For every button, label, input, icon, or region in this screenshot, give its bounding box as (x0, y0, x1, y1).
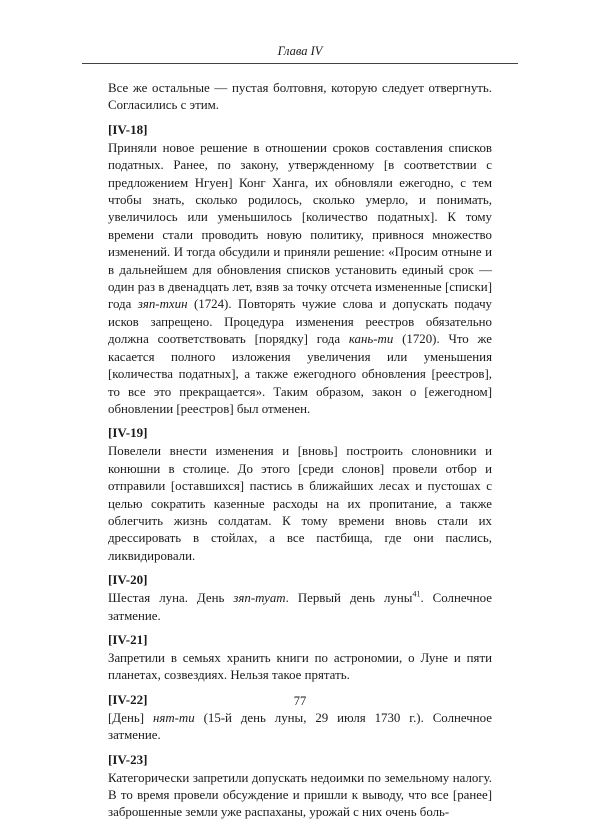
entry-heading-iv-21: [IV-21] (108, 631, 148, 647)
entry-text-iv-18: Приняли новое решение в отношении сроков составления списков податных. Ранее, по закону, утвержденному [в соответствии с предложением Нгуен] Конг Ханга, их обновляли ежегодно, с тем чтобы знать, сколько родилось, сколько умерло, и понимать, увеличилось или уменьшилось [количество податных]. К тому времени стали проводить новую политику, привнося множество изменений. И тогда обсудили и приняли решение: «Просим отныне и в дальнейшем для обновления списков установить единый срок — один раз в двенадцать лет, взяв за точку отсчета измененные [списки] года зяп-тхин (1724). Повторять чужие слова и допускать подачу исков запрещено. Процедура изменения реестров обязательно должна соответствовать [порядку] года кань-ти (1720). Что же касается полного изложения увеличения или уменьшения [количества податных], а также ежегодного обновления [реестров], то все это прекращается». Таким образом, закон о [ежегодном] обновлении [реестров] был отменен. (108, 140, 492, 416)
entry-heading-iv-23: [IV-23] (108, 751, 148, 767)
page-number: 77 (293, 694, 307, 708)
entry-heading-iv-18: [IV-18] (108, 121, 148, 137)
entry-text-iv-22: [День] нят-ти (15-й день луны, 29 июля 1730 г.). Солнечное затмение. (108, 710, 493, 743)
entry-heading-iv-20: [IV-20] (108, 572, 148, 588)
header-rule (82, 63, 518, 64)
entry-text-iv-21: Запретили в семьях хранить книги по астрономии, о Луне и пяти планетах, созвездиях. Нельзя такое прятать. (108, 650, 492, 683)
entry-text-iv-19: Повелели внести изменения и [вновь] построить слоновники и конюшни в столице. До этого [среди слонов] провели отбор и отправили [оставшихся] пастись в ближайших лесах и пустошах с целью сократить казенные расходы на их пропитание, а также облегчить жизнь солдатам. К тому времени вновь стали их дрессировать в стойлах, а все пастбища, где они паслись, ликвидировали. (108, 444, 492, 563)
entry-heading-iv-22: [IV-22] (108, 691, 148, 707)
running-head: Глава IV (277, 44, 323, 58)
entry-text-iv-23: Категорически запретили допускать недоимки по земельному налогу. В то время провели обсуждение и пришли к выводу, что все [ранее] заброшенные земли уже распаханы, урожай с них очень боль- (108, 770, 492, 820)
footnote-ref[interactable]: 41 (412, 589, 421, 599)
page-body (108, 80, 492, 822)
entry-text-iv-20: Шестая луна. День зяп-туат. Первый день луны$^{41}$. Солнечное затмение. (108, 589, 492, 623)
intro-paragraph: Все же остальные — пустая болтовня, которую следует отвергнуть. Согласились с этим. (108, 81, 492, 113)
entry-heading-iv-19: [IV-19] (108, 425, 148, 441)
